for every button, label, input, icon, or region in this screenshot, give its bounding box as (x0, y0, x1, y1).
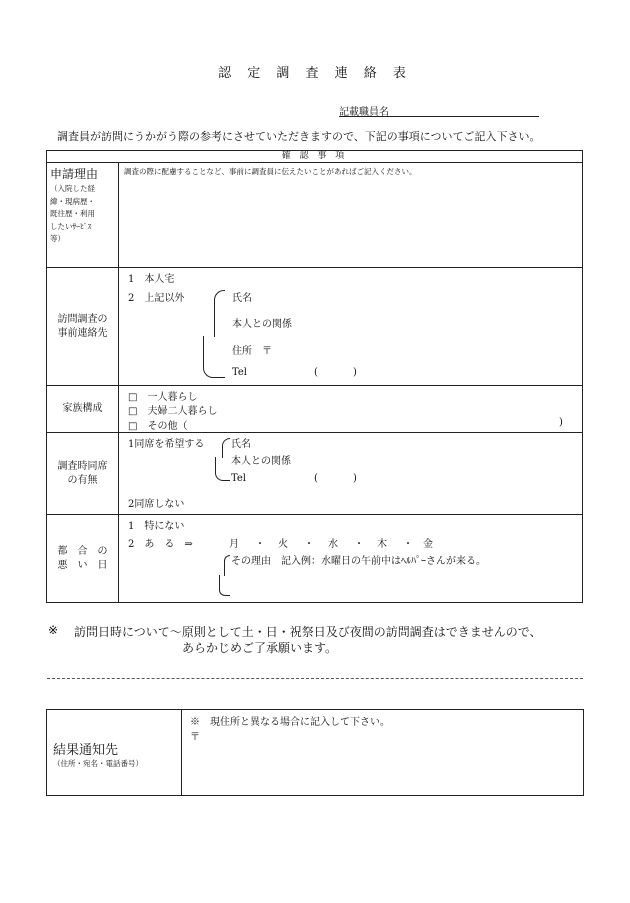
result-box (46, 709, 584, 796)
result-label: 結果通知先 (53, 743, 119, 758)
presence-label-2: の有無 (67, 474, 98, 486)
notice-line-2: あらかじめご了承願います。 (182, 641, 338, 655)
family-option-alone[interactable]: □ 一人暮らし (128, 392, 198, 403)
intro-text: 調査員が訪問にうかがう際の参考にさせていただきますので、下記の事項についてご記入下さい。 (57, 130, 541, 143)
contact-label-cell (47, 268, 119, 386)
contact-label-1: 訪問調査の (57, 313, 108, 325)
day-sep-1: ・ (255, 539, 265, 550)
presence-cell[interactable] (119, 433, 583, 515)
family-option-other[interactable]: □ その他（ (128, 421, 188, 432)
contact-brace-top (214, 290, 225, 337)
presence-opt-yes: 1同席を希望する (128, 439, 205, 450)
family-label: 家族構成 (62, 403, 103, 414)
notice-line-1: 訪問日時について～原則として土・日・祝祭日及び夜間の訪問調査はできませんので、 (74, 625, 542, 639)
inconvenient-label-cell (47, 515, 119, 603)
reason-sub-2: 緯・現病歴・ (50, 196, 95, 206)
notice-mark: ※ (48, 623, 59, 637)
family-cell (119, 386, 583, 433)
day-mon[interactable]: 月 (229, 539, 239, 550)
day-thu[interactable]: 木 (377, 539, 387, 550)
contact-relation: 本人との関係 (232, 319, 292, 330)
inconvenient-opt-none: 1 特にない (128, 521, 185, 532)
confirmation-table (46, 150, 583, 603)
inconvenient-cell[interactable] (119, 515, 583, 603)
contact-address: 住所 〒 (232, 346, 272, 357)
reason-label-cell (47, 163, 119, 268)
presence-name: 氏名 (231, 439, 251, 450)
presence-tel-paren-open: ( (314, 473, 318, 484)
reason-note: 調査の際に配慮することなど、事前に調査員に伝えたいことがあればご記入ください。 (124, 167, 417, 176)
presence-label-cell (47, 433, 119, 515)
cut-line (47, 678, 583, 679)
result-sub: （住所・宛名・電話番号） (53, 759, 143, 768)
contact-opt-self: 1 本人宅 (128, 274, 175, 285)
contact-tel: Tel (232, 367, 248, 378)
family-label-cell (47, 386, 119, 433)
inconvenient-opt-yes: 2 あ る ⇒ (128, 539, 193, 550)
presence-tel-paren-close: ) (353, 473, 357, 484)
day-fri[interactable]: 金 (423, 539, 433, 550)
inconvenient-label-2: 悪 い 日 (57, 559, 108, 571)
presence-brace-top (222, 438, 230, 458)
presence-tel: Tel (231, 473, 247, 484)
day-wed[interactable]: 水 (328, 539, 338, 550)
inconvenient-label-1: 都 合 の (57, 545, 108, 557)
contact-tel-paren-open: ( (314, 367, 318, 378)
contact-cell[interactable] (119, 268, 583, 386)
presence-relation: 本人との関係 (231, 456, 291, 467)
contact-label-2: 事前連絡先 (57, 327, 108, 339)
recorder-field[interactable] (339, 116, 539, 117)
reason-sub-3: 既往歴・利用 (50, 209, 95, 218)
day-sep-3: ・ (354, 539, 364, 550)
reason-label: 申請理由 (50, 167, 99, 181)
presence-opt-no: 2同席しない (128, 499, 185, 510)
result-note: ※ 現住所と異なる場合に記入して下さい。 (190, 717, 390, 728)
inconvenient-brace-bottom (219, 575, 230, 596)
result-input[interactable] (182, 710, 583, 795)
inconvenient-reason: その理由 記入例：水曜日の午前中はﾍﾙﾊﾟｰさんが来る。 (231, 556, 486, 567)
contact-tel-paren-close: ) (353, 367, 357, 378)
contact-name: 氏名 (232, 293, 252, 304)
reason-input[interactable] (119, 163, 583, 268)
family-other-close: ) (559, 417, 563, 428)
presence-label-1: 調査時同席 (57, 460, 108, 472)
inconvenient-brace-top (224, 555, 230, 576)
recorder-label: 記載職員名 (339, 107, 389, 118)
family-option-couple[interactable]: □ 夫婦二人暮らし (128, 406, 218, 417)
day-sep-4: ・ (403, 539, 413, 550)
table-header: 確 認 事 項 (47, 151, 583, 163)
reason-sub-5: 等） (50, 234, 65, 243)
day-tue[interactable]: 火 (278, 539, 288, 550)
contact-opt-other: 2 上記以外 (128, 293, 185, 304)
day-sep-2: ・ (304, 539, 314, 550)
result-postal: 〒 (190, 732, 200, 743)
presence-brace-bottom (215, 457, 230, 481)
page-title: 認 定 調 査 連 絡 表 (218, 66, 412, 81)
reason-sub-4: したいｻｰﾋﾞｽ (50, 221, 92, 231)
contact-brace-bottom (203, 336, 225, 378)
reason-sub-1: （入院した経 (50, 184, 95, 193)
